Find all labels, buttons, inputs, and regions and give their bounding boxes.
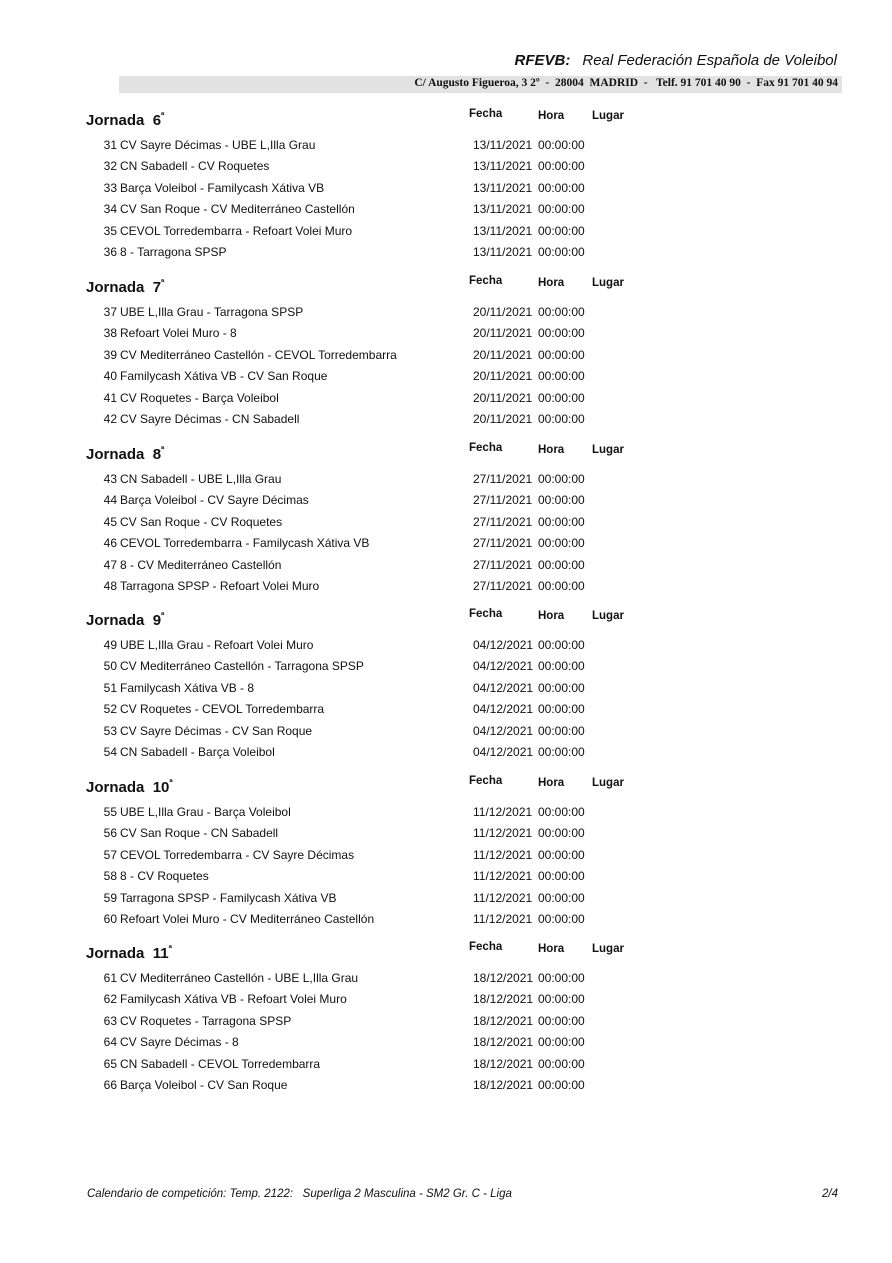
match-date: 20/11/2021	[473, 305, 533, 319]
match-row	[86, 907, 646, 928]
match-teams: 8 - CV Roquetes	[120, 869, 209, 884]
match-row	[86, 467, 646, 488]
match-time: 00:00:00	[538, 223, 585, 238]
column-header-hora: Hora	[538, 110, 565, 122]
match-date: 04/12/2021	[473, 723, 534, 738]
match-teams: Barça Voleibol - CV Sayre Décimas	[120, 493, 309, 508]
match-row	[86, 407, 646, 428]
match-teams: CV Sayre Décimas - UBE L,Illa Grau	[120, 138, 316, 152]
jornada-label: Jornada	[86, 279, 145, 296]
match-time: 00:00:00	[538, 805, 585, 819]
match-date: 11/12/2021	[473, 805, 533, 819]
jornada-ordinal: ª	[169, 777, 173, 787]
match-date: 20/11/2021	[473, 411, 533, 426]
match-number: 39	[103, 347, 117, 362]
match-teams: CV Mediterráneo Castellón - Tarragona SPSP	[120, 659, 364, 674]
match-row	[86, 1009, 646, 1030]
jornada-header	[86, 939, 646, 966]
match-number: 44	[103, 493, 117, 508]
jornada-ordinal: ª	[161, 610, 165, 620]
match-time: 00:00:00	[538, 992, 585, 1007]
match-date: 18/12/2021	[473, 1077, 534, 1092]
match-date: 18/12/2021	[473, 1056, 534, 1071]
match-teams: Familycash Xátiva VB - CV San Roque	[120, 369, 328, 384]
match-teams: 8 - Tarragona SPSP	[120, 244, 227, 259]
match-row	[86, 364, 646, 385]
match-number: 32	[103, 159, 117, 174]
match-teams: 8 - CV Mediterráneo Castellón	[120, 557, 282, 572]
jornada-number: 7	[152, 279, 162, 296]
column-header-hora: Hora	[538, 777, 565, 789]
match-number: 45	[103, 514, 117, 529]
match-number: 48	[103, 578, 117, 593]
jornada-section	[86, 939, 646, 1094]
match-date: 11/12/2021	[473, 911, 533, 926]
match-teams: Tarragona SPSP - Refoart Volei Muro	[120, 578, 320, 593]
match-time: 00:00:00	[538, 347, 585, 362]
match-number: 51	[103, 680, 117, 695]
jornada-header	[86, 773, 646, 800]
match-time: 00:00:00	[538, 202, 585, 217]
match-date: 27/11/2021	[473, 536, 533, 551]
match-time: 00:00:00	[538, 659, 585, 674]
column-header-fecha: Fecha	[469, 608, 503, 620]
match-date: 18/12/2021	[473, 1035, 534, 1050]
match-teams: CV San Roque - CV Mediterráneo Castellón	[120, 202, 355, 217]
match-time: 00:00:00	[538, 869, 585, 884]
match-time: 00:00:00	[538, 557, 585, 572]
match-number: 49	[103, 638, 117, 652]
match-teams: CV Sayre Décimas - CV San Roque	[120, 723, 313, 738]
match-row	[86, 864, 646, 885]
match-row	[86, 300, 646, 321]
match-teams: CN Sabadell - Barça Voleibol	[120, 744, 275, 759]
match-number: 54	[103, 744, 117, 759]
match-teams: Barça Voleibol - CV San Roque	[120, 1077, 288, 1092]
match-teams: CV Sayre Décimas - 8	[120, 1035, 239, 1050]
match-date: 27/11/2021	[473, 493, 533, 508]
match-time: 00:00:00	[538, 536, 585, 551]
column-header-lugar: Lugar	[592, 444, 624, 456]
match-teams: CV San Roque - CV Roquetes	[120, 514, 283, 529]
match-row	[86, 553, 646, 574]
match-time: 00:00:00	[538, 493, 585, 508]
column-header-fecha: Fecha	[469, 941, 503, 953]
match-date: 20/11/2021	[473, 347, 533, 362]
match-number: 40	[103, 369, 117, 384]
match-teams: CN Sabadell - UBE L,Illa Grau	[120, 472, 282, 486]
match-number: 55	[103, 805, 117, 819]
match-number: 46	[103, 536, 117, 551]
match-row	[86, 133, 646, 154]
address-text: C/ Augusto Figueroa, 3 2º - 28004 MADRID - Telf. 91 701 40 90 - Fax 91 701 40 94	[414, 77, 838, 89]
match-teams: CEVOL Torredembarra - Familycash Xátiva VB	[120, 536, 370, 551]
match-row	[86, 219, 646, 240]
match-time: 00:00:00	[538, 390, 585, 405]
jornada-number: 11	[152, 945, 169, 962]
match-row	[86, 1052, 646, 1073]
jornada-label: Jornada	[86, 446, 145, 463]
match-time: 00:00:00	[538, 369, 585, 384]
match-row	[86, 510, 646, 531]
match-row	[86, 531, 646, 552]
match-teams: CV Roquetes - Barça Voleibol	[120, 390, 279, 405]
column-header-fecha: Fecha	[469, 775, 503, 787]
match-number: 33	[103, 180, 117, 195]
match-time: 00:00:00	[538, 1035, 585, 1050]
match-time: 00:00:00	[538, 702, 585, 717]
match-row	[86, 987, 646, 1008]
match-teams: Familycash Xátiva VB - Refoart Volei Muro	[120, 992, 347, 1007]
organization-acronym: RFEVB:	[514, 52, 571, 69]
match-row	[86, 197, 646, 218]
match-date: 11/12/2021	[473, 890, 533, 905]
match-teams: Barça Voleibol - Familycash Xátiva VB	[120, 180, 325, 195]
match-teams: Tarragona SPSP - Familycash Xátiva VB	[120, 890, 337, 905]
match-time: 00:00:00	[538, 723, 585, 738]
jornada-number: 9	[152, 612, 162, 629]
match-row	[86, 240, 646, 261]
jornada-title	[86, 778, 173, 796]
match-row	[86, 697, 646, 718]
match-date: 20/11/2021	[473, 390, 533, 405]
jornada-section	[86, 773, 646, 928]
column-header-hora: Hora	[538, 610, 565, 622]
match-teams: CN Sabadell - CEVOL Torredembarra	[120, 1056, 321, 1071]
match-time: 00:00:00	[538, 159, 585, 174]
match-number: 52	[103, 702, 117, 717]
column-header-lugar: Lugar	[592, 777, 624, 789]
match-time: 00:00:00	[538, 911, 585, 926]
match-time: 00:00:00	[538, 326, 585, 341]
match-date: 18/12/2021	[473, 1013, 534, 1028]
jornada-header	[86, 106, 646, 133]
footer-text: Calendario de competición: Temp. 2122: Superliga 2 Masculina - SM2 Gr. C - Liga	[87, 1188, 512, 1200]
column-header-lugar: Lugar	[592, 610, 624, 622]
match-time: 00:00:00	[538, 638, 585, 652]
jornada-header	[86, 440, 646, 467]
match-teams: CV Mediterráneo Castellón - CEVOL Torredembarra	[120, 347, 397, 362]
match-row	[86, 800, 646, 821]
column-header-lugar: Lugar	[592, 110, 624, 122]
match-row	[86, 654, 646, 675]
match-date: 04/12/2021	[473, 744, 534, 759]
match-number: 38	[103, 326, 117, 341]
jornada-section	[86, 273, 646, 428]
match-date: 13/11/2021	[473, 159, 533, 174]
match-number: 61	[103, 971, 117, 985]
match-date: 18/12/2021	[473, 971, 534, 985]
match-time: 00:00:00	[538, 411, 585, 426]
jornada-header	[86, 606, 646, 633]
column-header-fecha: Fecha	[469, 442, 503, 454]
jornada-title	[86, 611, 164, 629]
match-number: 57	[103, 847, 117, 862]
match-date: 04/12/2021	[473, 702, 534, 717]
match-teams: CV San Roque - CN Sabadell	[120, 826, 279, 841]
jornada-ordinal: ª	[161, 277, 165, 287]
match-time: 00:00:00	[538, 305, 585, 319]
match-teams: CN Sabadell - CV Roquetes	[120, 159, 270, 174]
page-number: 2/4	[822, 1188, 838, 1200]
match-teams: Familycash Xátiva VB - 8	[120, 680, 255, 695]
jornada-number: 10	[152, 779, 170, 796]
match-time: 00:00:00	[538, 138, 585, 152]
match-number: 62	[103, 992, 117, 1007]
match-number: 60	[103, 911, 117, 926]
match-number: 36	[103, 244, 117, 259]
match-teams: Refoart Volei Muro - 8	[120, 326, 237, 341]
match-row	[86, 386, 646, 407]
match-row	[86, 176, 646, 197]
match-number: 41	[103, 390, 117, 405]
match-time: 00:00:00	[538, 472, 585, 486]
match-row	[86, 843, 646, 864]
match-number: 34	[103, 202, 117, 217]
jornada-header	[86, 273, 646, 300]
jornada-title	[86, 445, 164, 463]
match-teams: CEVOL Torredembarra - CV Sayre Décimas	[120, 847, 355, 862]
match-date: 11/12/2021	[473, 869, 533, 884]
match-date: 18/12/2021	[473, 992, 534, 1007]
match-time: 00:00:00	[538, 847, 585, 862]
jornada-number: 8	[152, 446, 162, 463]
jornada-title	[86, 944, 172, 962]
jornada-number: 6	[152, 112, 162, 129]
match-number: 31	[103, 138, 117, 152]
match-date: 13/11/2021	[473, 244, 533, 259]
match-teams: CV Roquetes - Tarragona SPSP	[120, 1013, 292, 1028]
match-number: 47	[103, 557, 117, 572]
match-number: 58	[103, 869, 117, 884]
match-date: 04/12/2021	[473, 659, 534, 674]
match-date: 13/11/2021	[473, 223, 533, 238]
match-date: 20/11/2021	[473, 369, 533, 384]
jornada-section	[86, 606, 646, 761]
match-row	[86, 966, 646, 987]
match-time: 00:00:00	[538, 1013, 585, 1028]
match-number: 53	[103, 723, 117, 738]
column-header-lugar: Lugar	[592, 277, 624, 289]
match-time: 00:00:00	[538, 244, 585, 259]
match-teams: CEVOL Torredembarra - Refoart Volei Muro	[120, 223, 353, 238]
match-date: 04/12/2021	[473, 680, 534, 695]
match-date: 13/11/2021	[473, 138, 533, 152]
match-time: 00:00:00	[538, 744, 585, 759]
match-date: 11/12/2021	[473, 826, 533, 841]
match-row	[86, 321, 646, 342]
jornada-ordinal: ª	[161, 110, 165, 120]
match-number: 43	[103, 472, 117, 486]
match-teams: Refoart Volei Muro - CV Mediterráneo Castellón	[120, 911, 375, 926]
match-number: 65	[103, 1056, 117, 1071]
match-row	[86, 719, 646, 740]
match-teams: CV Sayre Décimas - CN Sabadell	[120, 411, 300, 426]
jornada-label: Jornada	[86, 779, 145, 796]
match-date: 13/11/2021	[473, 202, 533, 217]
match-number: 64	[103, 1035, 117, 1050]
match-number: 59	[103, 890, 117, 905]
jornada-title	[86, 278, 164, 296]
match-time: 00:00:00	[538, 890, 585, 905]
column-header-hora: Hora	[538, 444, 565, 456]
address-bar	[119, 76, 842, 93]
column-header-fecha: Fecha	[469, 275, 503, 287]
match-date: 27/11/2021	[473, 578, 533, 593]
column-header-hora: Hora	[538, 943, 565, 955]
match-time: 00:00:00	[538, 680, 585, 695]
match-time: 00:00:00	[538, 1077, 585, 1092]
match-time: 00:00:00	[538, 1056, 585, 1071]
match-date: 04/12/2021	[473, 638, 534, 652]
match-row	[86, 821, 646, 842]
jornada-ordinal: ª	[168, 943, 172, 953]
match-date: 27/11/2021	[473, 472, 533, 486]
match-time: 00:00:00	[538, 578, 585, 593]
match-date: 27/11/2021	[473, 557, 533, 572]
match-teams: CV Roquetes - CEVOL Torredembarra	[120, 702, 325, 717]
match-teams: UBE L,Illa Grau - Barça Voleibol	[120, 805, 291, 819]
match-row	[86, 574, 646, 595]
match-time: 00:00:00	[538, 826, 585, 841]
match-number: 66	[103, 1077, 117, 1092]
match-teams: CV Mediterráneo Castellón - UBE L,Illa Grau	[120, 971, 359, 985]
jornada-label: Jornada	[86, 112, 145, 129]
match-row	[86, 343, 646, 364]
match-row	[86, 154, 646, 175]
jornada-label: Jornada	[86, 612, 145, 629]
column-header-lugar: Lugar	[592, 943, 624, 955]
jornada-label: Jornada	[86, 945, 145, 962]
match-row	[86, 740, 646, 761]
match-number: 63	[103, 1013, 117, 1028]
jornada-section	[86, 106, 646, 261]
match-date: 13/11/2021	[473, 180, 533, 195]
jornada-ordinal: ª	[161, 444, 165, 454]
match-time: 00:00:00	[538, 180, 585, 195]
match-row	[86, 676, 646, 697]
match-number: 42	[103, 411, 117, 426]
page-footer	[87, 1188, 838, 1204]
match-date: 11/12/2021	[473, 847, 533, 862]
match-row	[86, 488, 646, 509]
match-row	[86, 1030, 646, 1051]
match-date: 20/11/2021	[473, 326, 533, 341]
match-teams: UBE L,Illa Grau - Tarragona SPSP	[120, 305, 304, 319]
match-row	[86, 1073, 646, 1094]
jornada-section	[86, 440, 646, 595]
organization-name: Real Federación Española de Voleibol	[582, 52, 837, 69]
jornada-title	[86, 111, 164, 129]
column-header-fecha: Fecha	[469, 108, 503, 120]
match-number: 37	[103, 305, 117, 319]
organization-title	[515, 52, 837, 69]
match-number: 50	[103, 659, 117, 674]
match-number: 35	[103, 223, 117, 238]
match-teams: UBE L,Illa Grau - Refoart Volei Muro	[120, 638, 314, 652]
match-time: 00:00:00	[538, 514, 585, 529]
match-row	[86, 633, 646, 654]
match-number: 56	[103, 826, 117, 841]
column-header-hora: Hora	[538, 277, 565, 289]
match-date: 27/11/2021	[473, 514, 533, 529]
match-row	[86, 886, 646, 907]
match-time: 00:00:00	[538, 971, 585, 985]
